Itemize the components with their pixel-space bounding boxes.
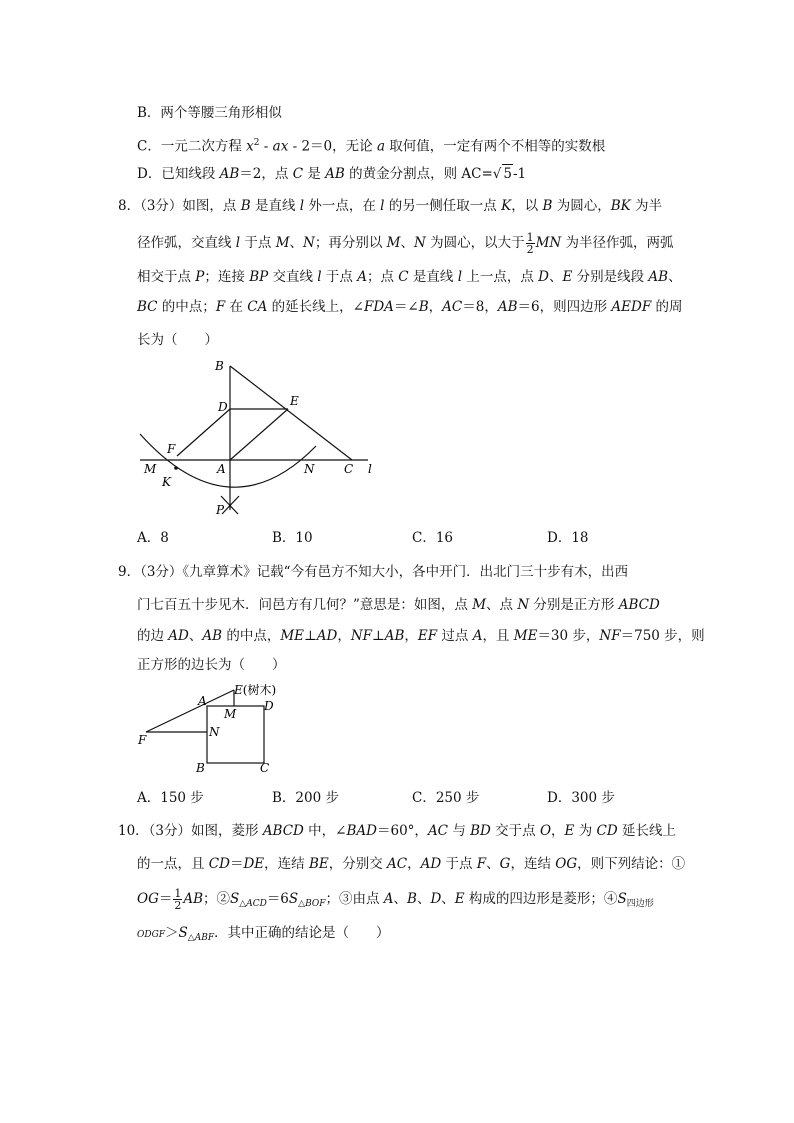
q8-line-4: BC 的中点；F 在 CA 的延长线上，∠FDA＝∠B，AC＝8，AB＝6，则四边形 AEDF 的周 <box>137 299 683 315</box>
label-l: l <box>368 462 372 476</box>
q8-line-2: 径作弧，交直线 l 于点 M、N；再分别以 M、N 为圆心，以大于 $\frac{1}{2}$ MN 为半径作弧，两弧 <box>137 231 674 256</box>
segment-bc <box>230 366 352 460</box>
label-k: K <box>162 475 171 489</box>
label-d: D <box>218 400 228 414</box>
q9-line-3: 的边 AD、AB 的中点，ME⊥AD，NF⊥AB，EF 过点 A，且 ME＝30 步，NF＝750 步，则 <box>137 628 705 644</box>
label-b: B <box>215 359 224 373</box>
q7-option-b: B．两个等腰三角形相似 <box>137 105 282 121</box>
q9-option-b[interactable]: B．200 步 <box>272 790 339 806</box>
segment-df <box>177 409 230 456</box>
q10-line-1: 10．（3分）如图，菱形 ABCD 中，∠BAD＝60°，AC 与 BD 交于点 O，E 为 CD 延长线上 <box>118 823 676 839</box>
q9-line-2: 门七百五十步见木．问邑方有几何？”意思是：如图，点 M、点 N 分别是正方形 ABCD <box>137 597 660 613</box>
q8-option-a[interactable]: A．8 <box>137 530 169 546</box>
label-a: A <box>198 694 207 708</box>
q7-option-d: D．已知线段 AB＝2，点 C 是 AB 的黄金分割点，则 AC=√ 5-1 <box>137 166 527 182</box>
q8-line-1: 8．（3分）如图，点 B 是直线 l 外一点，在 l 的另一侧任取一点 K，以 B 为圆心，BK 为半 <box>118 198 663 214</box>
q9-option-c[interactable]: C．250 步 <box>412 790 480 806</box>
q9-line-4: 正方形的边长为（ ） <box>137 657 286 673</box>
q8-option-b[interactable]: B．10 <box>272 530 313 546</box>
q10-line-4: $ODGF>S_{\triangle ABF}$．其中正确的结论是（ ） <box>137 925 390 943</box>
q8-option-c[interactable]: C．16 <box>412 530 454 546</box>
label-e-tree: E(树木) <box>234 683 277 697</box>
sqrt-icon: √ <box>492 166 502 182</box>
label-e: E <box>290 394 299 408</box>
label-b: B <box>196 761 205 775</box>
q8-options <box>137 529 657 549</box>
q7-option-c: C．一元二次方程 $x^2$ - ax - 2＝0，无论 a 取何值，一定有两个不相等的实数根 <box>137 138 606 155</box>
label-a: A <box>217 462 226 476</box>
q8-figure <box>130 352 390 522</box>
label-c: C <box>344 462 354 476</box>
label-m: M <box>224 707 237 721</box>
fraction-half: $\frac{1}{2}$ <box>526 231 534 256</box>
q10-line-3: OG＝ $\frac{1}{2}$ AB；$②S_{\triangle ACD}=6S_{\triangle BOF}$；③由点 A、B、D、E 构成的四边形是菱形；$④S_{四边形}$ <box>137 887 654 912</box>
q8-line-3: 相交于点 P；连接 BP 交直线 l 于点 A；点 C 是直线 l 上一点，点 D、E 分别是线段 AB、 <box>137 269 682 285</box>
label-n: N <box>209 725 220 739</box>
label-c: C <box>260 761 270 775</box>
q9-option-d[interactable]: D．300 步 <box>547 790 615 806</box>
q9-option-a[interactable]: A．150 步 <box>137 790 204 806</box>
q10-line-2: 的一点，且 CD＝DE，连结 BE，分别交 AC，AD 于点 F、G，连结 OG，则下列结论：① <box>137 856 686 872</box>
label-f: F <box>167 442 176 456</box>
q9-figure <box>130 680 300 780</box>
label-p: P <box>216 503 225 517</box>
q9-line-1: 9．（3分）《九章算术》记载“今有邑方不知大小，各中开门．出北门三十步有木，出西 <box>118 564 629 580</box>
label-n: N <box>304 462 315 476</box>
segment-ef <box>146 690 234 732</box>
q8-line-5: 长为（ ） <box>137 332 218 348</box>
fraction-half: $\frac{1}{2}$ <box>174 887 182 912</box>
label-d: D <box>264 699 274 713</box>
q9-options <box>137 789 657 809</box>
point-k <box>174 466 178 470</box>
q8-option-d[interactable]: D．18 <box>547 530 589 546</box>
segment-ae <box>230 409 288 460</box>
label-m: M <box>144 462 157 476</box>
label-f: F <box>138 733 147 747</box>
